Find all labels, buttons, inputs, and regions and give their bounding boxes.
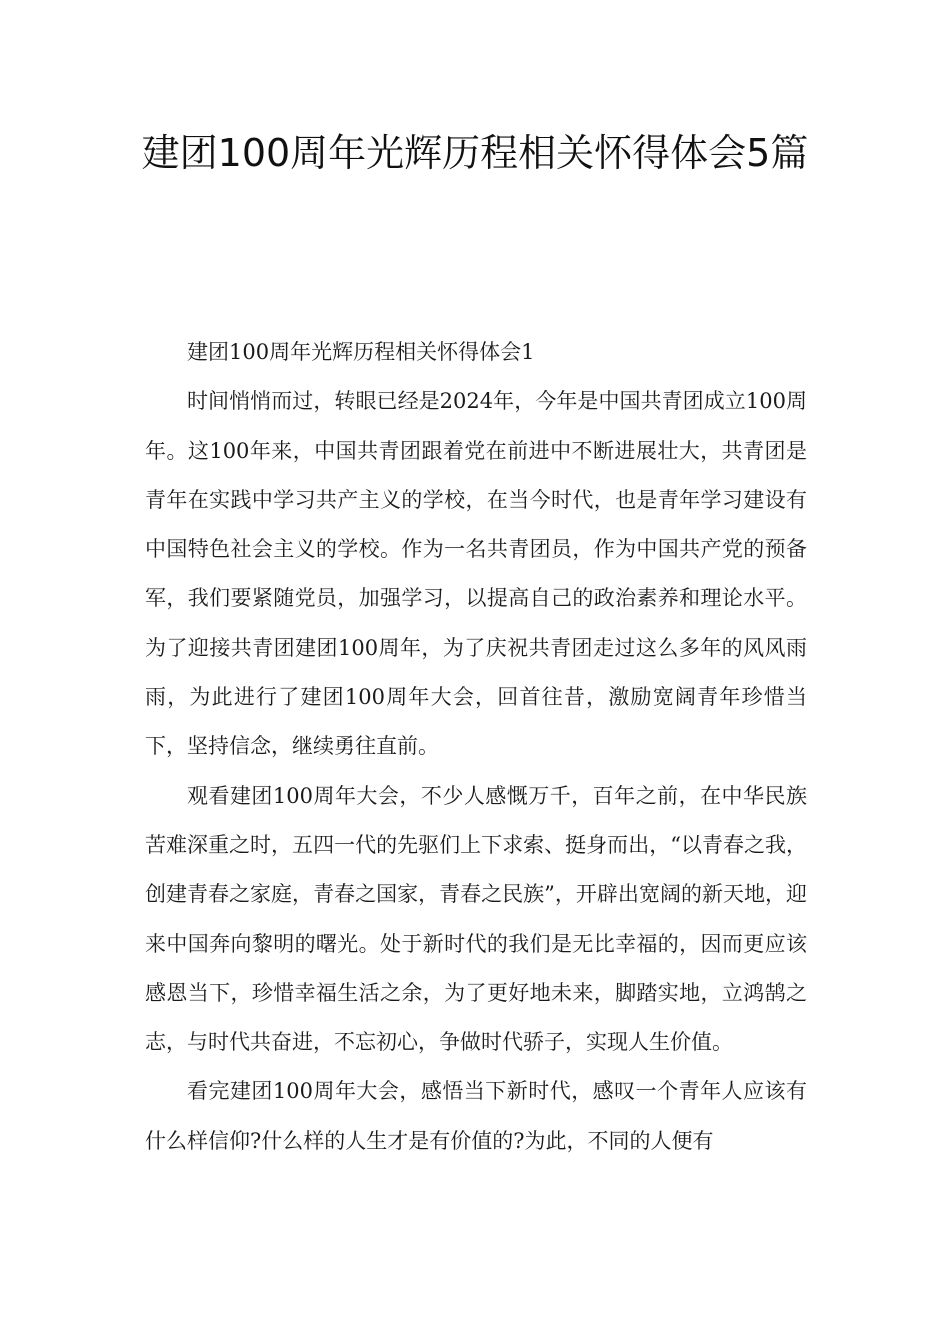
paragraph: 观看建团100周年大会，不少人感慨万千，百年之前，在中华民族苦难深重之时，五四一代的先驱们上下求索、挺身而出，“以青春之我，创建青春之家庭，青春之国家，青春之民族”，开辟出宽阔的新天地，迎来中国奔向黎明的曙光。处于新时代的我们是无比幸福的，因而更应该感恩当下，珍惜幸福生活之余，为了更好地未来，脚踏实地，立鸿鹄之志，与时代共奋进，不忘初心，争做时代骄子，实现人生价值。	[145, 783, 807, 1055]
section-heading: 建团100周年光辉历程相关怀得体会1	[187, 340, 535, 364]
document-title: 建团100周年光辉历程相关怀得体会5篇	[141, 131, 809, 175]
paragraph: 时间悄悄而过，转眼已经是2024年，今年是中国共青团成立100周年。这100年来，中国共青团跟着党在前进中不断进展壮大，共青团是青年在实践中学习共产主义的学校，在当今时代，也是青年学习建设有中国特色社会主义的学校。作为一名共青团员，作为中国共产党的预备军，我们要紧随党员，加强学习，以提高自己的政治素养和理论水平。为了迎接共青团建团100周年，为了庆祝共青团走过这么多年的风风雨雨，为此进行了建团100周年大会，回首往昔，激励宽阔青年珍惜当下，坚持信念，继续勇往直前。	[145, 389, 807, 759]
paragraph: 看完建团100周年大会，感悟当下新时代，感叹一个青年人应该有什么样信仰?什么样的人生才是有价值的?为此，不同的人便有	[145, 1079, 807, 1153]
document-body	[145, 328, 807, 1166]
